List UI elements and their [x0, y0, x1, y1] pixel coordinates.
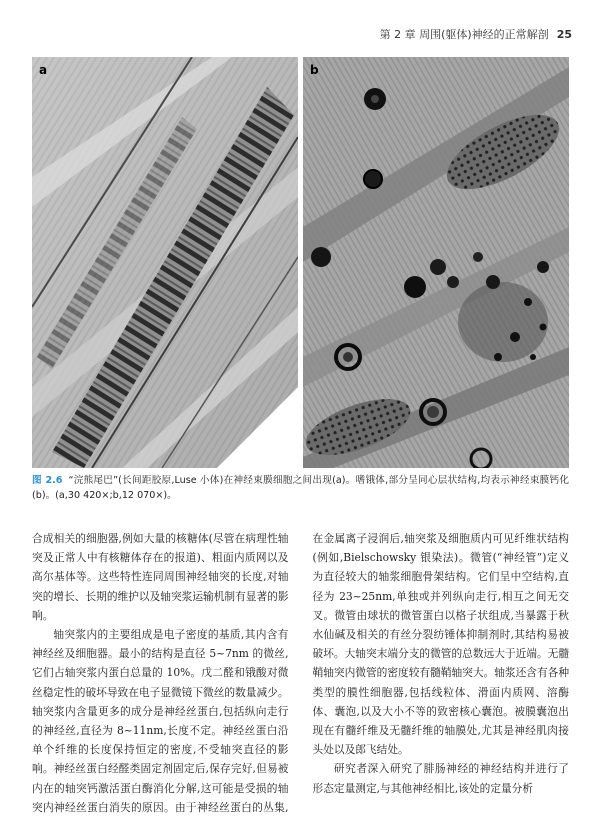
body-text: [32, 529, 569, 819]
running-head: [380, 26, 572, 42]
page-number: 25: [556, 28, 572, 41]
panel-label-a: a: [39, 63, 48, 77]
micrograph-panel-b: [303, 57, 569, 468]
micrograph-a-image: [32, 57, 298, 468]
caption-text: “浣熊尾巴”(长间距胶原,Luse 小体)在神经束膜细胞之间出现(a)。嗜锇体,部分呈同心层状结构,均表示神经束膜钙化(b)。(a,30 420×;b,12 070×)。: [32, 475, 569, 501]
chapter-title: 第 2 章 周围(躯体)神经的正常解剖: [379, 28, 549, 41]
figure-number: 图 2.6: [32, 475, 63, 486]
paragraph-2: 轴突浆内的主要组成是电子密度的基质,其内含有神经丝及细胞器。最小的结构是直径 5~7nm 的微丝,它们占轴突浆内蛋白总量的 10%。戊二醛和锇酸对微丝稳定性的破坏导致在电子显微镜下微丝的数量减少。轴突浆内含量更多的成分是神经丝蛋白,包括纵向走行的神经丝,直径为 8~11nm,长度不定。神经丝蛋白沿单个纤维的长度保持恒定的密度,不受轴突直径的影响。神经丝蛋白经醛类固定剂固定后,保存完好,但易被内在的轴突钙激活蛋白酶消化分解,这可能是受损的轴突内神经丝蛋白消失的原因。由于神经丝蛋白的丛集,在金属离子浸润后,轴突浆及细胞质内可见纤维状结构(例如,Bielschowsky 银染法)。微管(“神经管”)定义为直径较大的轴浆细胞骨架结构。它们呈中空结构,直径为 23~25nm,单独或并列纵向走行,相互之间无交叉。微管由球状的微管蛋白以格子状组成,当暴露于秋水仙碱及相关的有丝分裂纺锤体抑制剂时,其结构易被破坏。大轴突末端分支的微管的总数远大于近端。无髓鞘轴突内微管的密度较有髓鞘轴突大。轴浆还含有各种类型的膜性细胞器,包括线粒体、滑面内质网、溶酶体、囊泡,以及大小不等的致密核心囊泡。被膜囊泡出现在有髓纤维及无髓纤维的轴膜处,尤其是神经肌肉接头处以及郎飞结处。: [32, 532, 570, 814]
paragraph-3: 研究者深入研究了腓肠神经的神经结构并进行了形态定量测定,与其他神经相比,该处的定量分析: [312, 762, 569, 795]
panel-label-b: b: [310, 63, 319, 77]
micrograph-b-image: [303, 57, 569, 468]
micrograph-panel-a: [32, 57, 298, 468]
figure-caption: [32, 473, 569, 503]
paragraph-1: 合成相关的细胞器,例如大量的核糖体(尽管在病理性轴突及正常人中有核糖体存在的报道)、粗面内质网以及高尔基体等。这些特性连同周围神经轴突的长度,对轴突的增长、长期的维护以及轴突浆运输机制有显著的影响。: [32, 532, 289, 622]
figure: [32, 57, 569, 468]
